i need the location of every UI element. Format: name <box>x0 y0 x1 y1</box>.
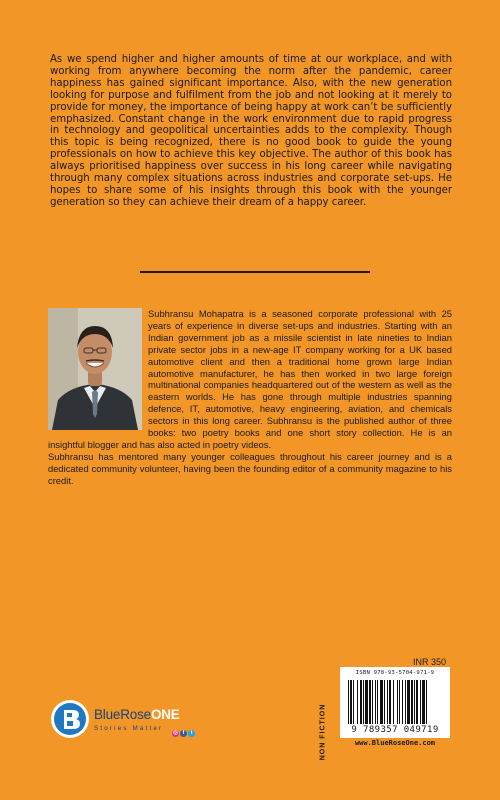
isbn-label: ISBN 978-93-5704-971-9 <box>355 670 435 676</box>
author-photo <box>48 308 142 430</box>
publisher-name <box>94 707 180 722</box>
publisher-tagline: Stories Matter <box>94 725 164 732</box>
isbn-digits: 9 789357 049719 <box>351 725 439 735</box>
genre-label <box>318 670 328 794</box>
genre-text: NON FICTION <box>319 703 327 761</box>
twitter-icon: t <box>188 730 195 737</box>
book-price: INR 350 <box>413 657 447 667</box>
publisher-name-part2: ONE <box>150 707 180 722</box>
section-divider <box>140 271 370 273</box>
barcode-icon <box>348 680 442 724</box>
author-bio-paragraph-1: Subhransu Mohapatra is a seasoned corporate professional with 25 years of experience in diverse set-ups and industries. Starting with an Indian government job as a missile scientist in late nineties to Indian private sector jobs in a new-age IT company working for a UK based automotive client and then a traditional home grown large Indian automotive manufacturer, he has then worked in two large foreign multinational companies headquartered out of the western as well as the eastern worlds. He has gone through multiple industries spanning defence, IT, automotive, heavy engineering, aviation, and chemicals sectors in this long career. Subhransu is the published author of three books: two poetry books and one short story collection. He is an insightful blogger and has also acted in poetry videos. <box>48 308 452 450</box>
author-bio-paragraph-2: Subhransu has mentored many younger colleagues throughout his career journey and is a dedicated community volunteer, having been the founding editor of a community magazine to his credit. <box>48 450 452 486</box>
facebook-icon: f <box>180 730 187 737</box>
publisher-logo-mark-icon <box>50 699 90 739</box>
instagram-icon: ◎ <box>173 730 178 736</box>
social-icons <box>172 730 195 737</box>
publisher-logo <box>50 699 220 747</box>
publisher-name-part1: BlueRose <box>94 707 151 722</box>
barcode-panel <box>340 667 450 738</box>
back-cover-blurb: As we spend higher and higher amounts of time at our workplace, and with working from anywhere becoming the norm after the pandemic, career happiness has gained significant importance. Also, with the new generation looking for purpose and fulfilment from the job and not looking at it merely to provide for money, the importance of being happy at work can’t be sufficiently emphasized. Constant change in the work environment due to rapid progress in technology and geopolitical uncertainties adds to the complexity. Though this topic is being recognized, there is no good book to guide the young professionals on how to achieve this key objective. The author of this book has always prioritised happiness over success in his long career while navigating through many complex situations across industries and corporate set-ups. He hopes to share some of his insights through this book with the younger generation so they can achieve their dream of a happy career. <box>50 54 452 208</box>
publisher-website: www.BlueRoseOne.com <box>354 739 436 747</box>
